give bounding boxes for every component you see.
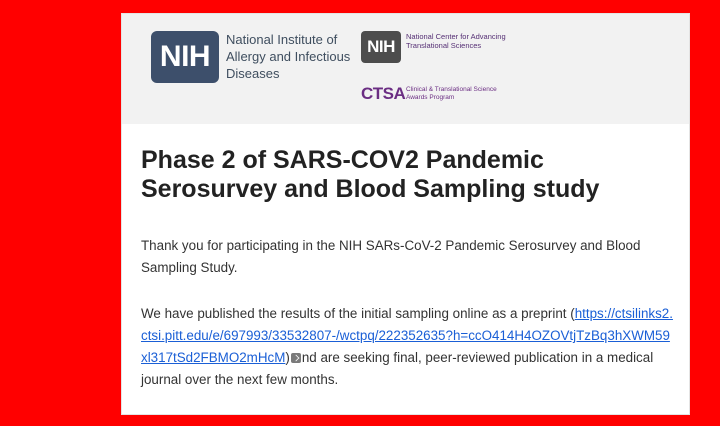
external-link-icon[interactable] [291, 353, 301, 363]
preprint-link[interactable]: https://ctsilinks2.ctsi.pitt.edu/e/697993/33532807-/wctpq/222352635?h=ccO414H4OZOVtjTzBq3hXWM59xl317tSd2FBMO2mHcM [141, 306, 673, 365]
ncats-name: National Center for Advancing Translational Sciences [406, 32, 506, 50]
logo-banner [122, 14, 689, 124]
nih-logo-badge: NIH [151, 31, 219, 83]
preprint-paragraph [141, 303, 673, 391]
preprint-text-before: We have published the results of the initial sampling online as a preprint ( [141, 306, 575, 321]
ncats-logo-badge: NIH [361, 31, 401, 63]
preprint-text-tail: nd are seeking final, peer-reviewed publication in a medical journal over the next few months. [141, 350, 654, 387]
email-body [122, 14, 689, 414]
ctsa-logo: CTSA [361, 84, 406, 103]
ctsa-description: Clinical & Translational Science Awards Program [406, 86, 497, 101]
email-headline: Phase 2 of SARS-COV2 Pandemic Serosurvey and Blood Sampling study [141, 146, 600, 203]
niaid-name: National Institute of Allergy and Infectious Diseases [226, 32, 351, 81]
preprint-text-after: ) [285, 350, 290, 365]
intro-paragraph: Thank you for participating in the NIH SARs-CoV-2 Pandemic Serosurvey and Blood Sampling Study. [141, 238, 641, 275]
